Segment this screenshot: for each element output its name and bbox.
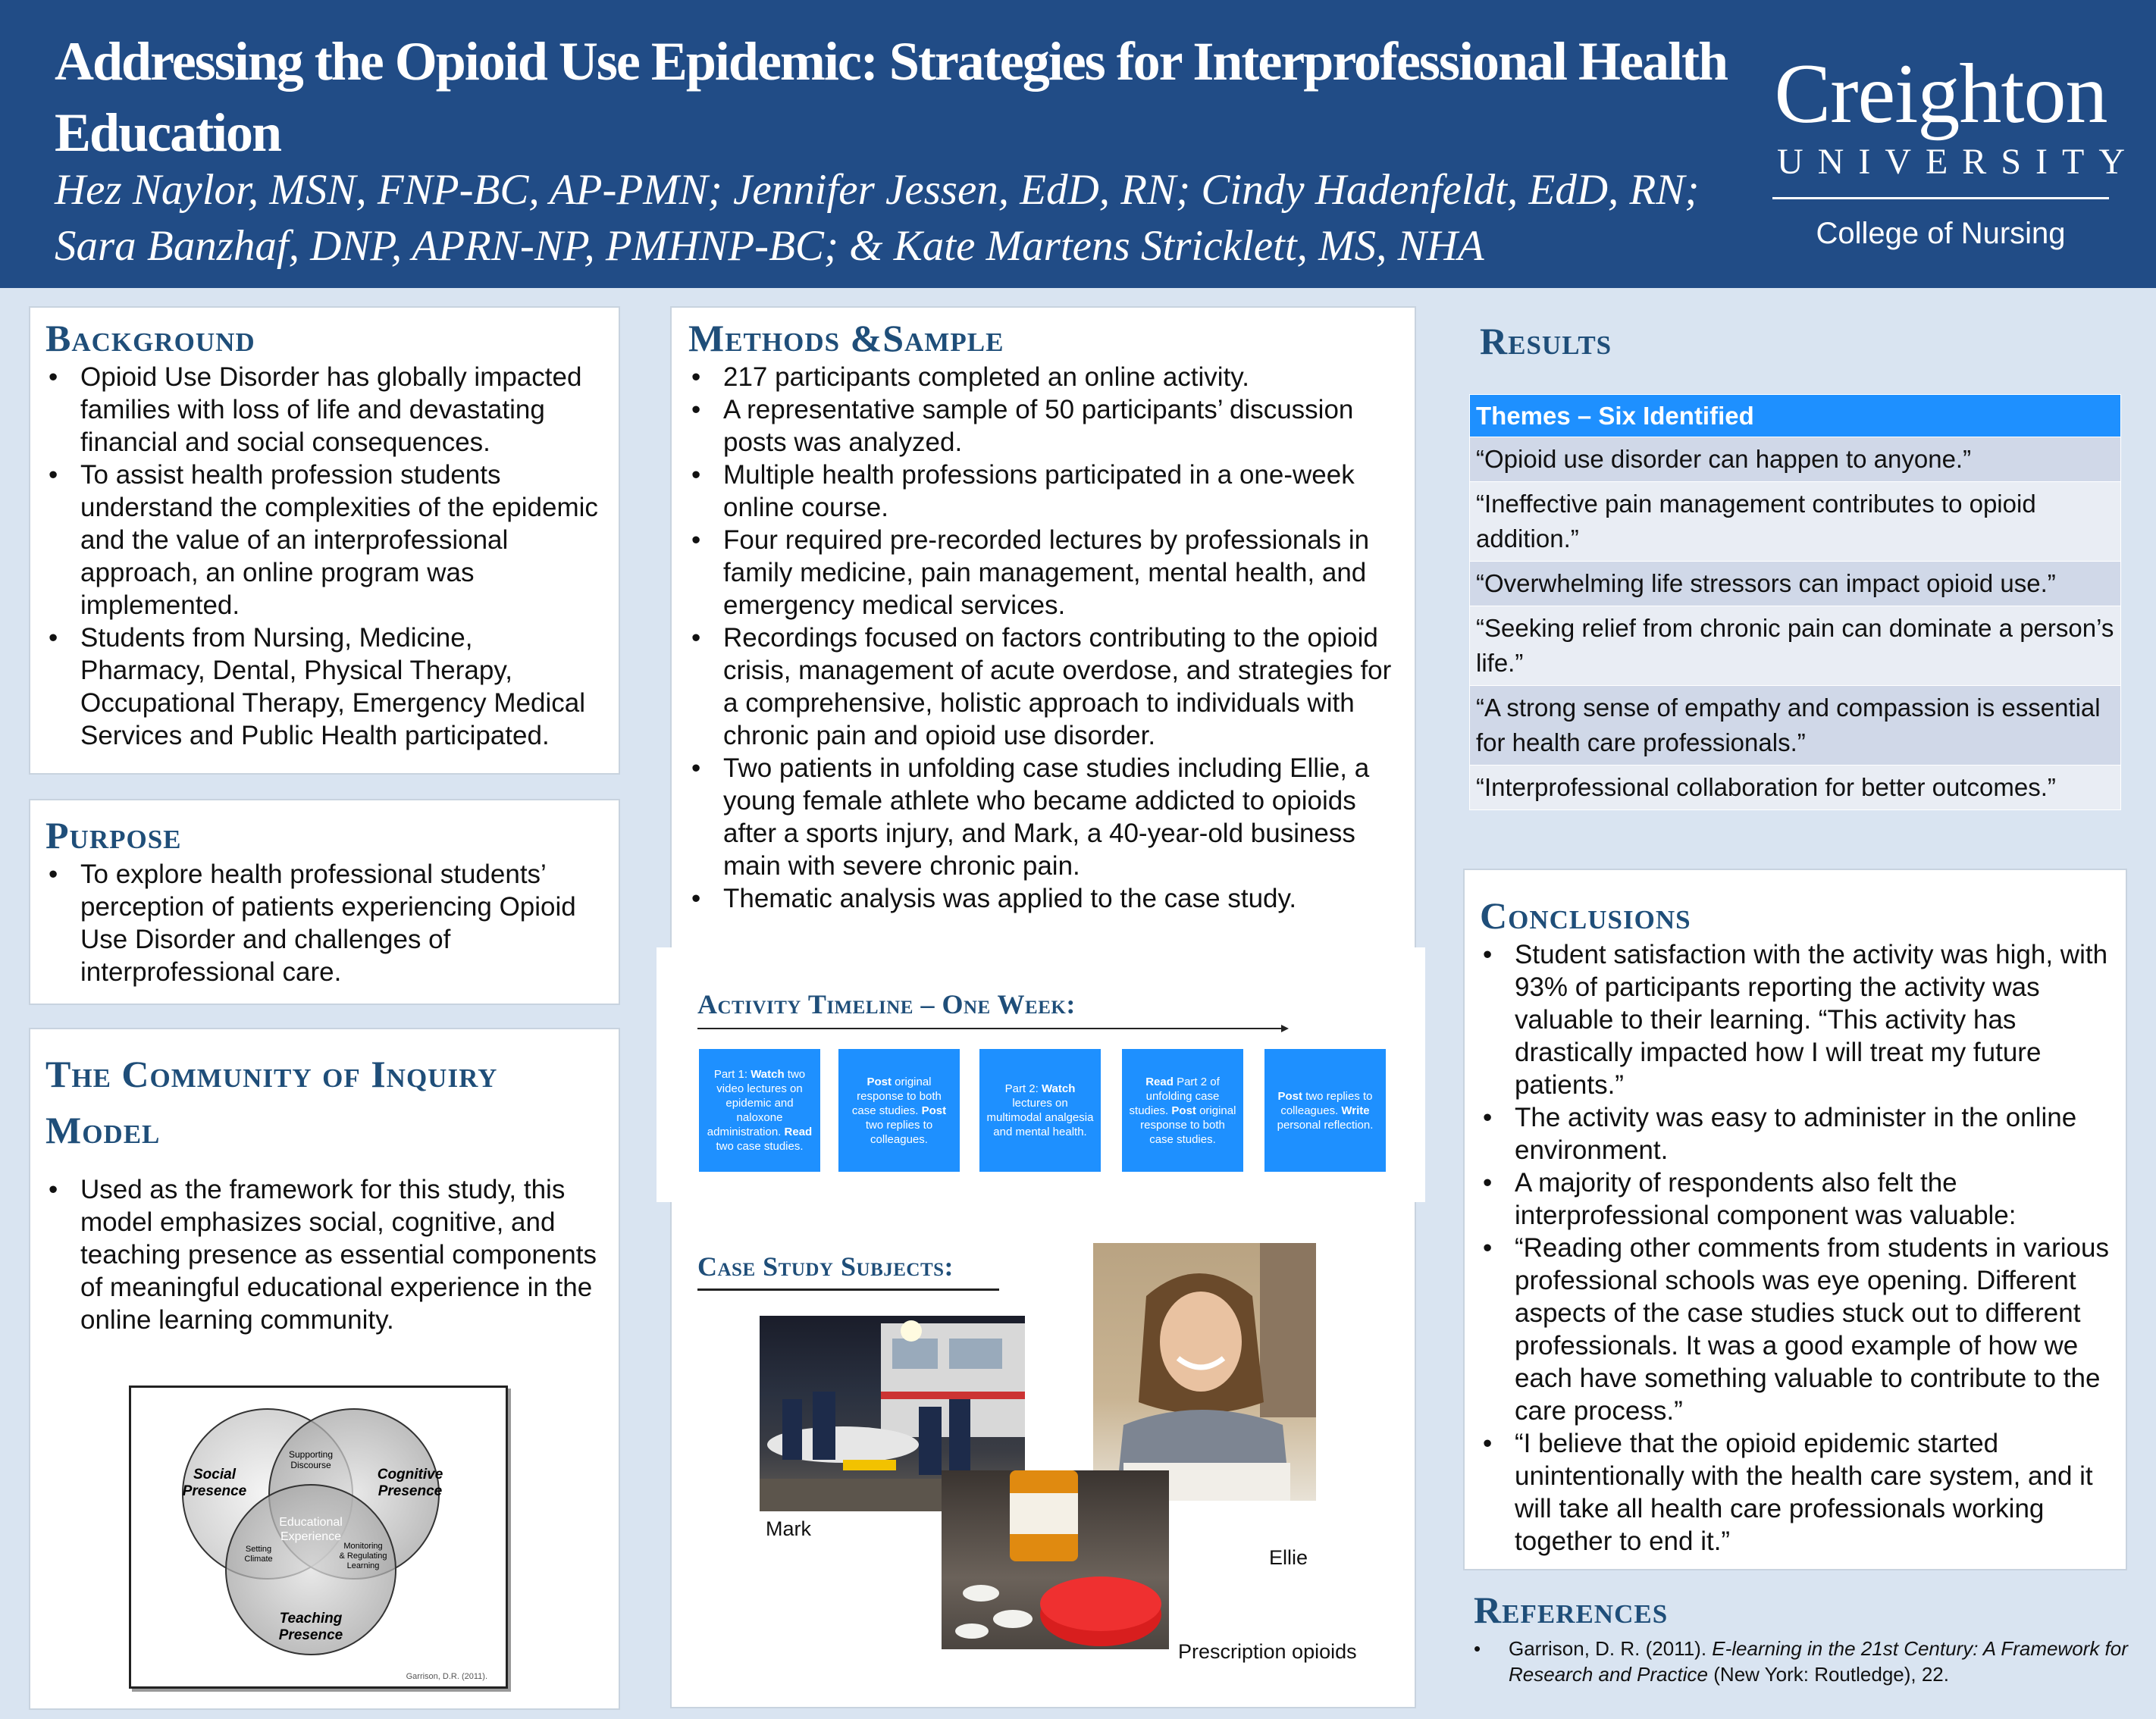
methods-bullet: • 217 participants completed an online activity. [688,361,1398,393]
methods-title: Methods &Sample [688,317,1004,359]
timeline-step-text: original response to both case studies. [851,1075,942,1117]
background-section [29,306,620,775]
mark-caption: Mark [766,1517,811,1540]
methods-bullet: • Two patients in unfolding case studies including Ellie, a young female athlete who became addicted to opioids after a sports injury, and Mark, a 40-year-old business main with severe chronic pain. [688,752,1398,882]
community-title-line-2: Model [45,1109,161,1151]
theme-text: “A strong sense of empathy and compassion is essential for health care professionals.” [1470,686,2121,766]
methods-bullet: • Recordings focused on factors contributing to the opioid crisis, management of acute overdose, and strategies for a comprehensive, holistic approach to individuals with chronic pain and opioid use disorder. [688,622,1398,752]
themes-table-header: Themes – Six Identified [1470,395,2121,437]
conclusions-bullet: • The activity was easy to administer in the online environment. [1480,1101,2111,1166]
reference-entry: • Garrison, D. R. (2011). E-learning in the 21st Century: A Framework for Research and Practice (New York: Routledge), 22. [1474,1637,2128,1686]
theme-row [1470,606,2121,686]
theme-text: “Seeking relief from chronic pain can dominate a person’s life.” [1470,606,2121,686]
setting-climate-label: Setting Climate [244,1545,273,1564]
conclusions-bullet: • A majority of respondents also felt the interprofessional component was valuable: [1480,1166,2111,1232]
timeline-step-text: two video lectures on epidemic and naloxone administration. [707,1068,806,1138]
timeline-step [838,1049,960,1172]
background-list [45,361,603,752]
background-bullet: • Opioid Use Disorder has globally impacted families with loss of life and devastating financial and social consequences. [45,361,603,459]
case-study-title: Case Study Subjects: [697,1251,954,1282]
ellie-portrait-photo [1093,1243,1316,1501]
community-of-inquiry-diagram [129,1386,508,1689]
purpose-list [45,858,603,988]
timeline-step-text: Part 2: [1004,1082,1042,1095]
conclusions-bullet: • “I believe that the opioid epidemic started unintentionally with the health care system, and it will take all health care professionals working together to end it.” [1480,1427,2111,1558]
timeline-step-text: original response to both case studies. [1140,1104,1236,1146]
reference-author: Garrison, D. R. (2011). [1509,1637,1713,1660]
timeline-step-verb: Post [1277,1089,1302,1103]
conclusions-section [1463,869,2127,1570]
reference-publisher: (New York: Routledge), 22. [1708,1663,1949,1686]
reference-book-title: E-learning in the 21st Century: A Framework for Research and Practice [1509,1637,2128,1686]
timeline-step [1264,1049,1386,1172]
methods-bullet: • Thematic analysis was applied to the case study. [688,882,1398,915]
logo-divider [1772,197,2109,199]
theme-row [1470,437,2121,482]
themes-table [1469,394,2121,810]
timeline-arrow [697,1023,1289,1034]
cognitive-presence-label: Cognitive Presence [377,1467,443,1499]
diagram-credit: Garrison, D.R. (2011). [406,1672,487,1681]
logo-name: Creighton [1774,47,2107,141]
theme-text: “Ineffective pain management contributes to opioid addition.” [1470,482,2121,562]
methods-list [688,361,1398,915]
theme-row [1470,562,2121,606]
timeline-step-verb: Post [866,1075,892,1088]
background-title: Background [45,317,255,359]
case-study-title-underline [697,1288,999,1291]
theme-row [1470,766,2121,810]
methods-bullet: • Four required pre-recorded lectures by professionals in family medicine, pain management, mental health, and emergency medical services. [688,524,1398,622]
theme-row [1470,686,2121,766]
teaching-presence-label: Teaching Presence [278,1611,343,1643]
purpose-section [29,799,620,1005]
references-title: References [1474,1589,1669,1631]
timeline-step-text: lectures on multimodal analgesia and mental health. [986,1097,1094,1138]
conclusions-list [1480,938,2111,1558]
conclusions-bullet: • Student satisfaction with the activity was high, with 93% of participants reporting the activity was valuable to their learning. “This activity has drastically impacted how I will treat my future patients.” [1480,938,2111,1101]
purpose-title: Purpose [45,814,182,856]
creighton-logo [1766,47,2139,251]
timeline-step-verb: Watch [751,1068,785,1081]
community-title-line-1: The Community of Inquiry [45,1053,498,1095]
ellie-caption: Ellie [1269,1546,1308,1569]
theme-text: “Opioid use disorder can happen to anyone.” [1470,437,2121,482]
purpose-bullet: • To explore health professional students’ perception of patients experiencing Opioid Use Disorder and challenges of interprofessional care. [45,858,603,988]
timeline-step-verb: Read [784,1126,813,1138]
methods-bullet: • Multiple health professions participated in a one-week online course. [688,459,1398,524]
timeline-step-verb: Write [1341,1104,1370,1117]
timeline-step-text: two replies to colleagues. [865,1118,933,1146]
methods-bullet: • A representative sample of 50 participants’ discussion posts was analyzed. [688,393,1398,459]
timeline-step [1122,1049,1243,1172]
background-bullet: • Students from Nursing, Medicine, Pharmacy, Dental, Physical Therapy, Occupational Therapy, Emergency Medical Services and Public Health participated. [45,622,603,752]
timeline-step-text: two case studies. [716,1140,804,1153]
community-list [45,1173,603,1336]
logo-college: College of Nursing [1816,217,2066,250]
community-section [29,1028,620,1710]
timeline-step-text: Part 2 of unfolding case studies. [1129,1075,1220,1117]
monitoring-learning-label: Monitoring & Regulating Learning [339,1542,387,1570]
authors-line-2: Sara Banzhaf, DNP, APRN-NP, PMHNP-BC; & Kate Martens Stricklett, MS, NHA [55,222,1484,270]
conclusions-title: Conclusions [1480,894,1691,937]
community-title [45,1046,603,1158]
timeline-title: Activity Timeline – One Week: [697,989,1076,1019]
timeline-step-text: personal reflection. [1277,1118,1374,1132]
conclusions-bullet: • “Reading other comments from students in various professional schools was eye opening. Different aspects of the case studies stuck out to different professionals. It was a good example of how we each have something valuable to contribute to the care process.” [1480,1232,2111,1427]
community-bullet: • Used as the framework for this study, this model emphasizes social, cognitive, and teaching presence as essential components of meaningful educational experience in the online learning community. [45,1173,603,1336]
authors-line-1: Hez Naylor, MSN, FNP-BC, AP-PMN; Jennifer Jessen, EdD, RN; Cindy Hadenfeldt, EdD, RN; [55,166,1700,214]
timeline-step-text: two replies to colleagues. [1280,1089,1373,1117]
timeline-step [699,1049,820,1172]
poster-header [0,0,2156,288]
supporting-discourse-label: Supporting Discourse [288,1449,334,1470]
results-title: Results [1480,320,1612,362]
timeline-step-verb: Watch [1041,1082,1076,1095]
poster-title: Addressing the Opioid Use Epidemic: Strategies for Interprofessional Health Education [55,31,1727,163]
timeline-step-verb: Post [1171,1104,1196,1117]
logo-university: UNIVERSITY [1777,142,2139,182]
opioids-caption: Prescription opioids [1178,1640,1357,1663]
timeline-step-verb: Read [1145,1075,1174,1088]
theme-text: “Interprofessional collaboration for better outcomes.” [1470,766,2121,810]
theme-row [1470,482,2121,562]
prescription-opioids-photo [942,1470,1169,1649]
author-list [55,162,1753,274]
timeline-step-text: Part 1: [713,1068,751,1081]
timeline-step [979,1049,1101,1172]
timeline-step-verb: Post [921,1104,947,1117]
social-presence-label: Social Presence [182,1467,247,1499]
background-bullet: • To assist health profession students understand the complexities of the epidemic and the value of an interprofessional approach, an online program was implemented. [45,459,603,622]
educational-experience-label: Educational Experience [279,1516,343,1543]
theme-text: “Overwhelming life stressors can impact opioid use.” [1470,562,2121,606]
venn-diagram [131,1388,506,1686]
